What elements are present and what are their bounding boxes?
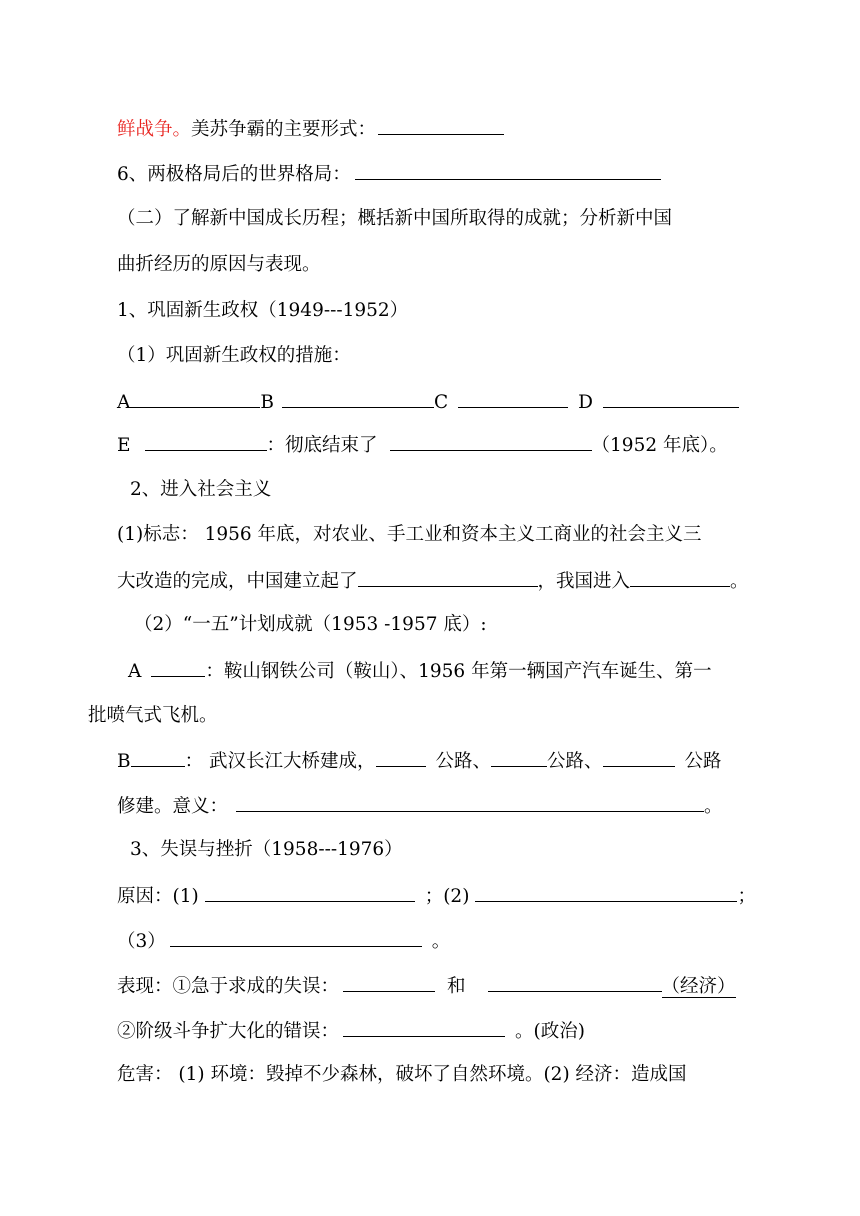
answer-blank[interactable] (145, 432, 267, 451)
section-heading-cont: 曲折经历的原因与表现。 (117, 254, 321, 275)
label-a: A (128, 661, 142, 682)
text: 原因：(1) (117, 886, 199, 907)
line-five-year-a (128, 658, 712, 684)
answer-blank[interactable] (170, 928, 422, 947)
label-b: B (117, 751, 131, 772)
answer-blank[interactable] (488, 973, 662, 992)
subsection-title: 2、进入社会主义 (130, 479, 272, 500)
answer-blank[interactable] (603, 389, 739, 408)
section-heading: （二）了解新中国成长历程；概括新中国所取得的成就；分析新中国 (117, 208, 673, 229)
line-measure-e (117, 432, 728, 458)
answer-blank[interactable] (282, 389, 434, 408)
label-a: A (117, 392, 131, 413)
red-text: 鲜战争。 (117, 119, 192, 140)
text: 公路、 (435, 751, 492, 772)
text: 。(政治) (515, 1021, 585, 1042)
answer-blank[interactable] (343, 973, 435, 992)
question-text: 6、两极格局后的世界格局： (117, 164, 351, 185)
text: ； (737, 886, 756, 907)
line-main-form-of-hegemony (117, 116, 504, 142)
answer-blank[interactable] (458, 389, 568, 408)
label-c: C (433, 392, 449, 413)
answer-blank[interactable] (390, 432, 592, 451)
text-ended: ：彻底结束了 (266, 435, 378, 456)
answer-blank[interactable] (236, 793, 704, 812)
answer-blank[interactable] (475, 883, 737, 902)
paragraph-sign: (1)标志： 1956 年底，对农业、手工业和资本主义工商业的社会主义三 (117, 524, 702, 545)
answer-blank[interactable] (151, 658, 205, 677)
text: 大改造的完成，中国建立起了 (117, 571, 358, 592)
answer-blank[interactable] (205, 883, 415, 902)
line-reasons (117, 883, 756, 909)
line-reason-3 (117, 928, 450, 954)
answer-blank[interactable] (358, 568, 538, 587)
text: 公路 (684, 751, 722, 772)
line-manifestation-2 (117, 1018, 585, 1044)
text: 和 (447, 976, 466, 997)
text-continued: 批喷气式飞机。 (88, 705, 218, 726)
text: ，我国进入 (537, 571, 631, 592)
text: 。 (704, 796, 723, 817)
line-five-year-b (117, 748, 722, 774)
label-b: B (260, 392, 274, 413)
line-manifestation-1 (117, 973, 736, 999)
item-title: （2）“一五”计划成就（1953 -1957 底）: (134, 614, 487, 635)
line-world-pattern (117, 161, 661, 187)
text: ： 武汉长江大桥建成， (184, 751, 376, 772)
text: ②阶级斗争扩大化的错误： (117, 1021, 340, 1042)
text-economy: （经济） (661, 976, 736, 997)
answer-blank[interactable] (343, 1018, 505, 1037)
item-title: （1）巩固新生政权的措施： (117, 345, 351, 366)
text: ；(2) (424, 886, 470, 907)
subsection-title: 1、巩固新生政权（1949---1952） (117, 300, 409, 321)
answer-blank[interactable] (603, 748, 675, 767)
text: 。 (431, 931, 451, 952)
line-harm: 危害： (1) 环境：毁掉不少森林，破坏了自然环境。(2) 经济：造成国 (117, 1064, 687, 1085)
text: 表现：①急于求成的失误： (117, 976, 340, 997)
answer-blank[interactable] (130, 389, 260, 408)
answer-blank[interactable] (355, 161, 661, 180)
text: 。 (730, 571, 749, 592)
line-significance (117, 793, 723, 819)
subsection-title: 3、失误与挫折（1958---1976） (130, 839, 403, 860)
answer-blank[interactable] (376, 748, 426, 767)
answer-blank[interactable] (378, 116, 504, 135)
text: （3） (117, 931, 166, 952)
label-e: E (117, 435, 131, 456)
line-socialism (117, 568, 749, 594)
label-d: D (578, 392, 593, 413)
answer-blank[interactable] (630, 568, 730, 587)
line-measures-abcd (117, 389, 739, 415)
text: 公路、 (547, 751, 603, 772)
answer-blank[interactable] (131, 748, 185, 767)
text-year: （1952 年底）。 (591, 435, 728, 456)
text: 修建。意义： (117, 796, 229, 817)
answer-blank[interactable] (491, 748, 547, 767)
text: ：鞍山钢铁公司（鞍山）、1956 年第一辆国产汽车诞生、第一 (205, 661, 712, 682)
question-text: 美苏争霸的主要形式： (191, 119, 377, 140)
